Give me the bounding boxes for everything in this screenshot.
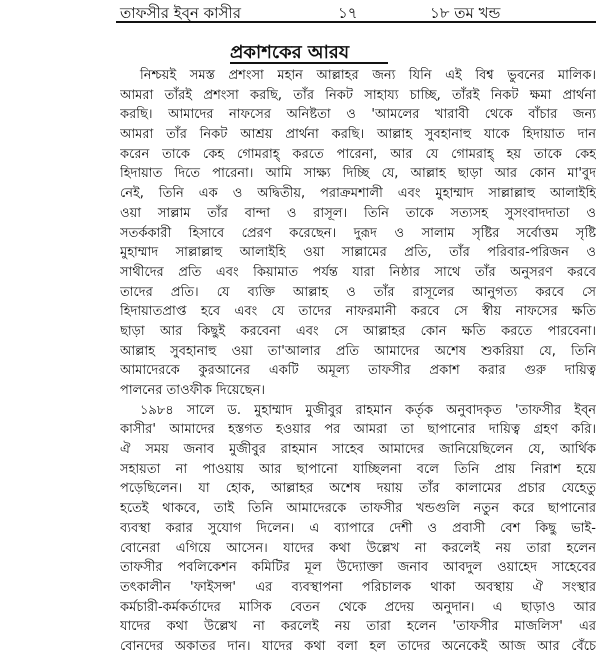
text-line: আমরা তাঁরই প্রশংসা করছি, তাঁর নিকট সাহায্য চাচ্ছি, তাঁরই নিকট ক্ষমা প্রার্থনা (120, 87, 596, 103)
text-line: হতেই থাকবে, তাই তিনি আমাদেরকে তাফসীর খন্ডগুলি নতুন করে ছাপানোর (120, 501, 596, 517)
heading-underline (230, 62, 388, 64)
book-title: তাফসীর ইব্‌ন কাসীর (120, 4, 241, 22)
text-line: আল্লাহ সুবহানাহু ওয়া তা'আলার প্রতি আমাদের অশেষ শুকরিয়া যে, তিনি (120, 343, 596, 359)
text-line: তৎকালীন 'ফাইসন্স' এর ব্যবস্থাপনা পরিচালক থাকা অবস্থায় ঐ সংস্থার (120, 579, 596, 595)
text-line: হিদায়াত দিতে পারেনা। আমি সাক্ষ্য দিচ্ছি যে, আল্লাহ ছাড়া আর কোন মা'বুদ (120, 166, 596, 182)
text-line: যাদের কথা উল্লেখ না করলেই নয় তারা হলেন 'তাফসীর মাজলিস' এর (120, 619, 596, 635)
text-line: ঐ সময় জনাব মুজীবুর রাহমান সাহেব আমাদের জানিয়েছিলেন যে, আর্থিক (120, 442, 596, 458)
text-line: করছি। আমাদের নাফসের অনিষ্টতা ও 'আমলের খারাবী থেকে বাঁচার জন্য (120, 107, 596, 123)
text-line: কাসীর' আমাদের হস্তগত হওয়ার পর আমরা তা ছাপানোর দায়িত্ব গ্রহণ করি। (120, 422, 596, 438)
text-line: পালনের তাওফীক দিয়েছেন। (120, 383, 266, 398)
page-number: ১৭ (338, 4, 358, 22)
text-line: বোনদের অকাতর দান। যাদের কথা বলা হল তাদের অনেকেই আজ আর বেঁচে (120, 638, 596, 654)
text-line: বোনেরা এগিয়ে আসেন। যাদের কথা উল্লেখ না করলেই নয় তারা হলেন (120, 540, 596, 556)
text-line: নেই, তিনি এক ও অদ্বিতীয়, পরাক্রমশালী এবং মুহাম্মাদ সাল্লাল্লাহু আলাইহি (120, 186, 596, 202)
text-line: আমরা তাঁর নিকট আশ্রয় প্রার্থনা করছি। আল্লাহ সুবহানাহু যাকে হিদায়াত দান (120, 127, 596, 143)
header-rule (116, 21, 596, 23)
text-line: হিদায়াতপ্রাপ্ত হবে এবং যে তাদের নাফরমানী করবে সে স্বীয় নাফসের ক্ষতি (120, 304, 596, 320)
text-line: সহায়তা না পাওয়ায় আর ছাপানো যাচ্ছিলনা বলে তিনি প্রায় নিরাশ হয়ে (120, 461, 596, 477)
text-line: করেন তাকে কেহ গোমরাহ্ করতে পারেনা, আর যে গোমরাহ্ হয় তাকে কেহ (120, 146, 596, 162)
text-line: নিশ্চয়ই সমস্ত প্রশংসা মহান আল্লাহর জন্য যিনি এই বিশ্ব ভুবনের মালিক। (140, 68, 596, 83)
text-line: ছাড়া আর কিছুই করবেনা এবং সে আল্লাহর কোন ক্ষতি করতে পারবেনা। (120, 323, 596, 339)
text-line: তাদের প্রতি। যে ব্যক্তি আল্লাহ ও তাঁর রাসূলের আনুগত্য করবে সে (120, 284, 596, 300)
text-line: সতর্ককারী হিসাবে প্রেরণ করেছেন। দুরূদ ও সালাম সৃষ্টির সর্বোত্তম সৃষ্টি (120, 225, 596, 241)
body-text (120, 66, 596, 657)
text-line: কর্মচারী-কর্মকর্তাদের মাসিক বেতন থেকে প্রদেয় অনুদান। এ ছাড়াও আর (120, 599, 596, 615)
text-line: ব্যবস্থা করার সুযোগ দিলেন। এ ব্যাপারে দেশী ও প্রবাসী বেশ কিছু ভাই- (120, 520, 596, 536)
text-line: ওয়া সাল্লাম তাঁর বান্দা ও রাসূল। তিনি তাকে সত্যসহ সুসংবাদদাতা ও (120, 205, 596, 221)
text-line: সাথীদের প্রতি এবং কিয়ামাত পর্যন্ত যারা নিষ্ঠার সাথে তাঁর অনুসরণ করবে (120, 264, 596, 280)
volume-label: ১৮ তম খন্ড (430, 4, 501, 22)
running-header (0, 0, 600, 22)
text-line: পড়েছিলেন। যা হোক, আল্লাহর অশেষ দয়ায় তাঁর কালামের প্রচার যেহেতু (120, 481, 596, 497)
section-heading: প্রকাশকের আরয (230, 42, 350, 63)
text-line: তাফসীর পবলিকেশন কমিটির মূল উদ্যোক্তা জনাব আবদুল ওয়াহেদ সাহেবের (120, 560, 596, 576)
text-line: আমাদেরকে কুরআনের একটি অমূল্য তাফসীর প্রকাশ করার গুরু দায়িত্ব (120, 363, 596, 379)
text-line: ১৯৮৪ সালে ড. মুহাম্মাদ মুজীবুর রাহমান কর্তৃক অনুবাদকৃত 'তাফসীর ইব্‌ন (140, 402, 596, 418)
text-line: মুহাম্মাদ সাল্লাল্লাহু আলাইহি ওয়া সাল্লামের প্রতি, তাঁর পরিবার-পরিজন ও (120, 245, 596, 261)
